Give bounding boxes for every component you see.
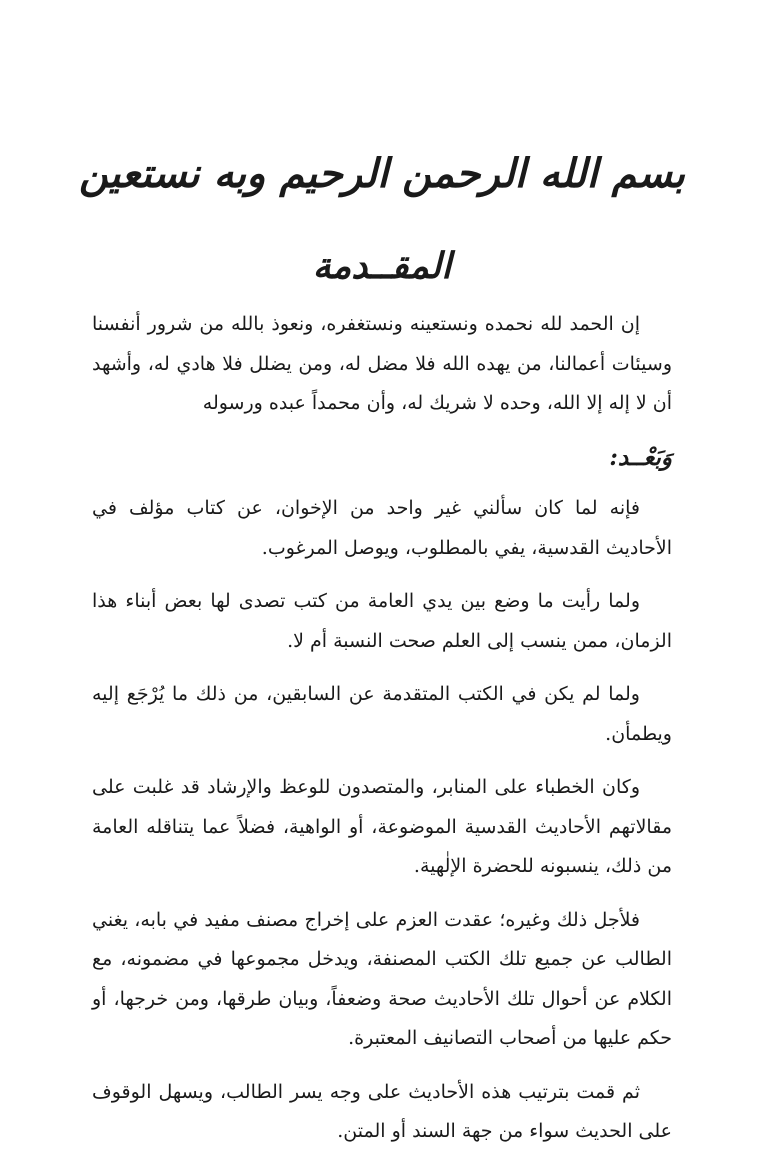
paragraph: فلأجل ذلك وغيره؛ عقدت العزم على إخراج مصنف مفيد في بابه، يغني الطالب عن جميع تلك الكتب المصنفة، ويدخل مجموعها في مضمونه، مع الكلام عن أحوال تلك الأحاديث صحة وضعفاً، وبيان طرقها، ومن خرجها، أو حكم عليها من أصحاب التصانيف المعتبرة. [92,908,672,1049]
paragraph: وكان الخطباء على المنابر، والمتصدون للوعظ والإرشاد قد غلبت على مقالاتهم الأحاديث القدسية الموضوعة، أو الواهية، فضلاً عما يتناقله العامة من ذلك، ينسبونه للحضرة الإلٰهية. [92,776,672,877]
basmala-calligraphy: بسم الله الرحمن الرحيم وبه نستعين [78,150,686,197]
paragraph: فإنه لما كان سألني غير واحد من الإخوان، عن كتاب مؤلف في الأحاديث القدسية، يفي بالمطلوب، ويوصل المرغوب. [92,497,672,559]
body-text [92,305,672,1166]
page-title: المقــدمة [312,245,452,287]
paragraph-opening: إن الحمد لله نحمده ونستعينه ونستغفره، ونعوذ بالله من شرور أنفسنا وسيئات أعمالنا، من يهده الله فلا مضل له، ومن يضلل فلا هادي له، وأشهد أن لا إله إلا الله، وحده لا شريك له، وأن محمداً عبده ورسوله [92,313,672,414]
section-transition-label: وَبَعْــد: [609,443,672,471]
paragraph: ولما لم يكن في الكتب المتقدمة عن السابقين، من ذلك ما يُرْجَع إليه ويطمأن. [92,683,672,745]
paragraph: ثم قمت بترتيب هذه الأحاديث على وجه يسر الطالب، ويسهل الوقوف على الحديث سواء من جهة السند أو المتن. [92,1080,672,1142]
paragraph: ولما رأيت ما وضع بين يدي العامة من كتب تصدى لها بعض أبناء هذا الزمان، ممن ينسب إلى العلم صحت النسبة أم لا. [92,590,672,652]
